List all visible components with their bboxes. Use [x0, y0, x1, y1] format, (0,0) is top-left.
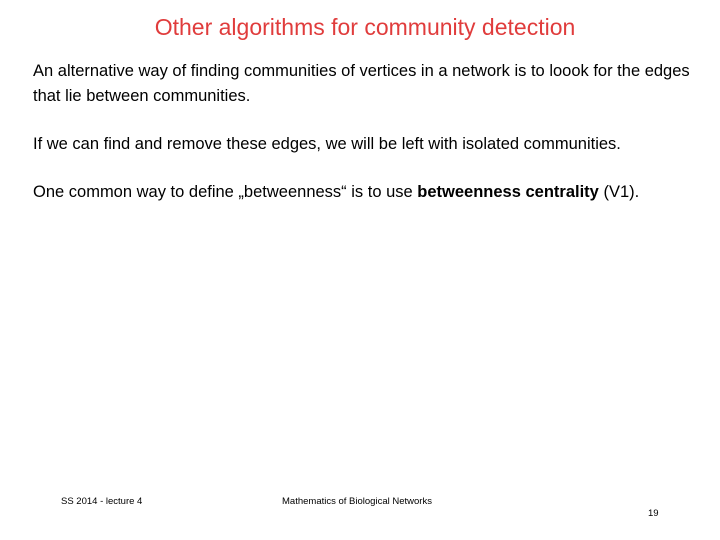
betweenness-centrality-term: betweenness centrality [417, 183, 599, 201]
footer-subject: Mathematics of Biological Networks [282, 496, 432, 507]
footer-course: SS 2014 - lecture 4 [61, 496, 143, 507]
paragraph-alternative-way: An alternative way of finding communities of vertices in a network is to loook for the edges that lie between communities. [33, 62, 690, 105]
paragraph-betweenness-tail: (V1). [598, 183, 640, 201]
paragraph-remove-edges: If we can find and remove these edges, we will be left with isolated communities. [33, 135, 621, 153]
page-number: 19 [648, 508, 659, 519]
paragraph-betweenness [33, 180, 693, 205]
slide-title: Other algorithms for community detection [154, 14, 576, 40]
slide-body [33, 59, 693, 205]
paragraph-betweenness-lead: One common way to define „betweenness“ is to use [33, 183, 418, 201]
